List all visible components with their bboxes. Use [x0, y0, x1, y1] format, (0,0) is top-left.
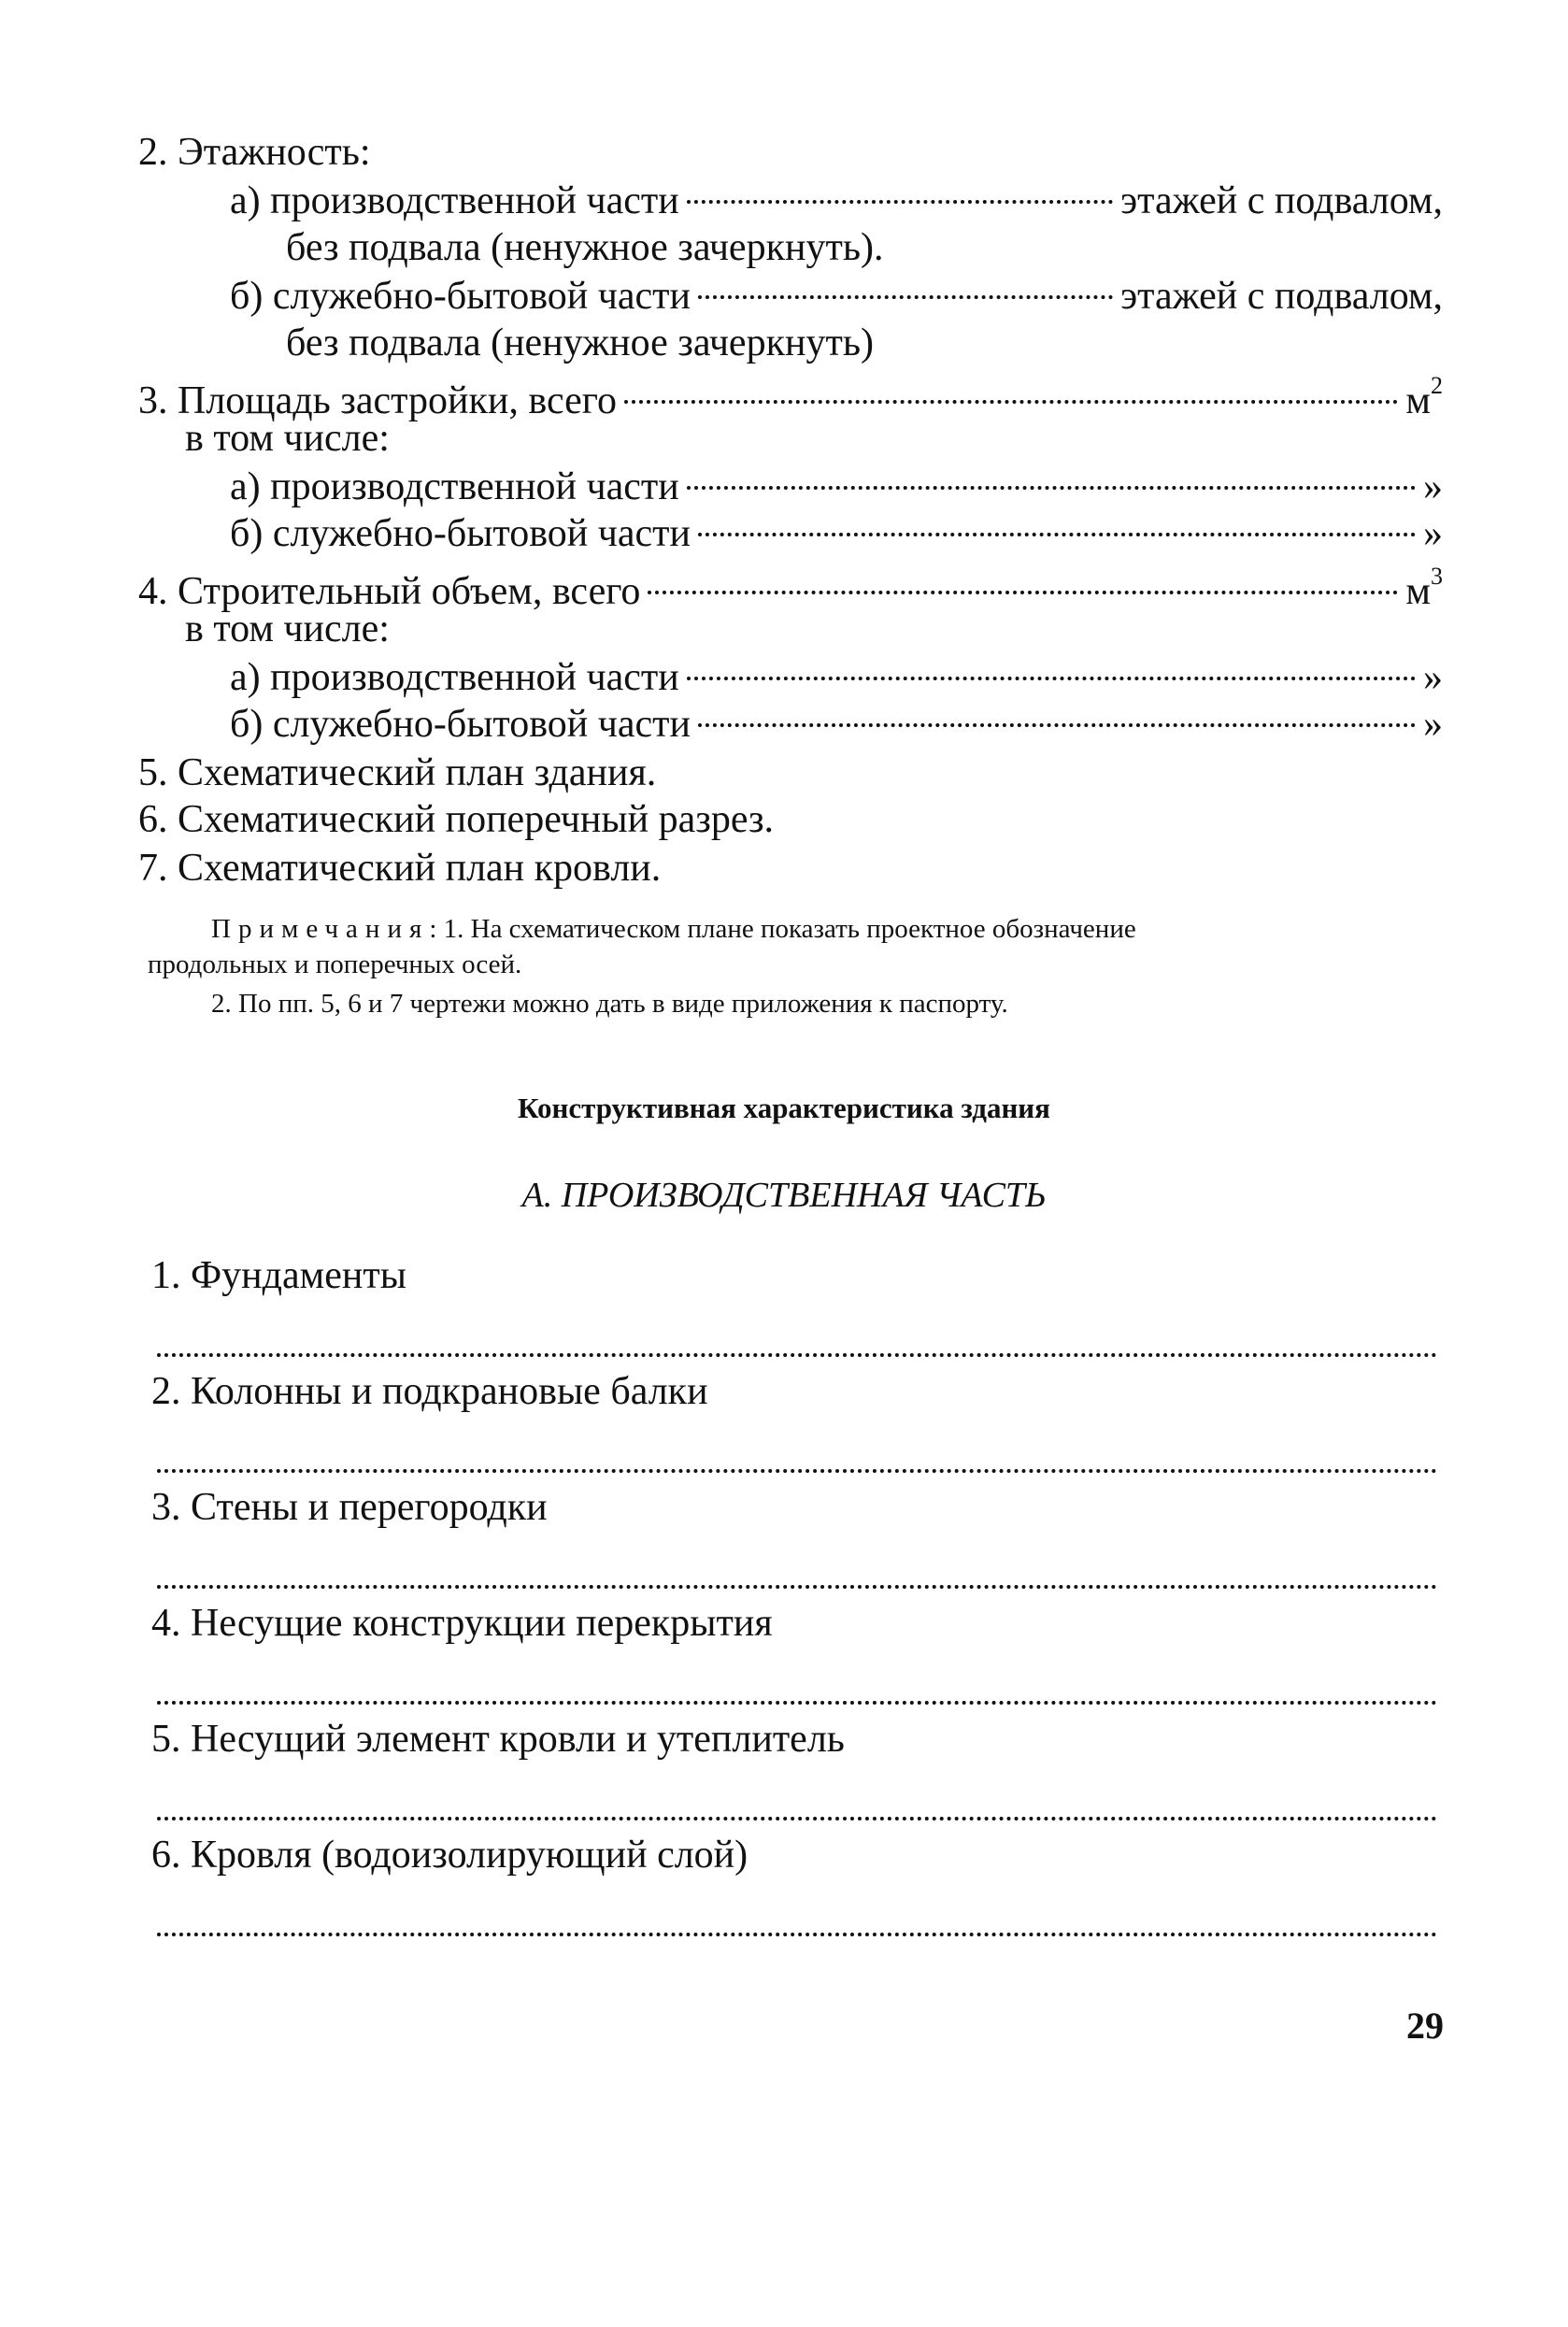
notes-line-2-text: продольных и поперечных осей. [148, 949, 522, 979]
item-3a-mark: » [1423, 465, 1443, 508]
item-7-text: 7. Схематический план кровли. [138, 847, 662, 890]
item-4b-line [230, 701, 1443, 748]
dot-leader [698, 723, 1416, 727]
fill-in-line-2 [157, 1469, 1437, 1473]
item-3-unit-text: м [1405, 379, 1431, 422]
item-3a-label: а) производственной части [230, 465, 679, 508]
item-2b-continuation [286, 320, 874, 366]
dot-leader [624, 400, 1398, 404]
field-title-3: 3. Стены и перегородки [151, 1486, 548, 1529]
item-2a-cont-text: без подвала (ненужное зачеркнуть). [286, 226, 884, 269]
item-2a-continuation [286, 224, 883, 271]
item-4-including [185, 606, 390, 652]
item-2b-label: б) служебно-бытовой части [230, 275, 691, 318]
item-5-line [138, 749, 656, 796]
dot-leader [687, 486, 1416, 490]
dot-leader [698, 295, 1113, 299]
item-3-unit-sup: 2 [1431, 372, 1443, 399]
item-7-line [138, 845, 661, 892]
item-3b-label: б) служебно-бытовой части [230, 512, 691, 555]
notes-line-2 [148, 948, 521, 981]
section-title: Конструктивная характеристика здания [518, 1092, 1050, 1124]
notes-line-1-text: : 1. На схематическом плане показать проектное обозначение [429, 914, 1136, 944]
item-2b-suffix: этажей с подвалом, [1120, 275, 1443, 318]
item-3-unit [1405, 368, 1443, 424]
item-3b-mark: » [1423, 512, 1443, 555]
item-2a-suffix: этажей с подвалом, [1120, 179, 1443, 222]
field-title-1: 1. Фундаменты [151, 1254, 406, 1297]
page-number: 29 [1406, 2005, 1444, 2047]
item-3b-line [230, 510, 1443, 557]
dot-leader [648, 591, 1398, 594]
item-5-text: 5. Схематический план здания. [138, 751, 657, 794]
fill-in-line-6 [157, 1933, 1437, 1936]
dot-leader [687, 200, 1113, 204]
item-4-unit-text: м [1405, 570, 1431, 613]
item-4a-line [230, 654, 1443, 701]
item-3a-line [230, 464, 1443, 510]
fill-in-line-4 [157, 1701, 1437, 1705]
item-2-title [138, 129, 371, 176]
item-4-unit [1405, 559, 1443, 615]
item-2-title-text: 2. Этажность: [138, 131, 371, 174]
item-2b-line [230, 273, 1443, 320]
field-title-6: 6. Кровля (водоизолирующий слой) [151, 1834, 748, 1877]
dot-leader [687, 677, 1416, 680]
notes-line-3-text: 2. По пп. 5, 6 и 7 чертежи можно дать в виде приложения к паспорту. [211, 989, 1008, 1019]
field-title-2: 2. Колонны и подкрановые балки [151, 1370, 708, 1413]
item-4-including-text: в том числе: [185, 607, 390, 650]
item-4b-mark: » [1423, 703, 1443, 746]
item-4a-label: а) производственной части [230, 656, 679, 699]
section-subtitle: А. ПРОИЗВОДСТВЕННАЯ ЧАСТЬ [521, 1176, 1047, 1215]
item-6-text: 6. Схематический поперечный разрез. [138, 798, 775, 841]
item-4-unit-sup: 3 [1431, 563, 1443, 590]
item-2a-label: а) производственной части [230, 179, 679, 222]
item-4a-mark: » [1423, 656, 1443, 699]
item-2a-line [230, 178, 1443, 224]
notes-line-1 [211, 912, 1136, 946]
notes-label: Примечания [211, 914, 430, 944]
item-4b-label: б) служебно-бытовой части [230, 703, 691, 746]
fill-in-line-3 [157, 1585, 1437, 1589]
item-3-including-text: в том числе: [185, 417, 390, 460]
item-3-label: 3. Площадь застройки, всего [138, 379, 617, 422]
field-title-5: 5. Несущий элемент кровли и утеплитель [151, 1718, 845, 1761]
item-3-including [185, 415, 390, 462]
item-6-line [138, 796, 774, 843]
fill-in-line-1 [157, 1353, 1437, 1357]
field-title-4: 4. Несущие конструкции перекрытия [151, 1602, 773, 1645]
item-4-label: 4. Строительный объем, всего [138, 570, 641, 613]
notes-line-3 [211, 987, 1008, 1021]
dot-leader [698, 533, 1416, 536]
item-2b-cont-text: без подвала (ненужное зачеркнуть) [286, 321, 874, 364]
fill-in-line-5 [157, 1817, 1437, 1820]
